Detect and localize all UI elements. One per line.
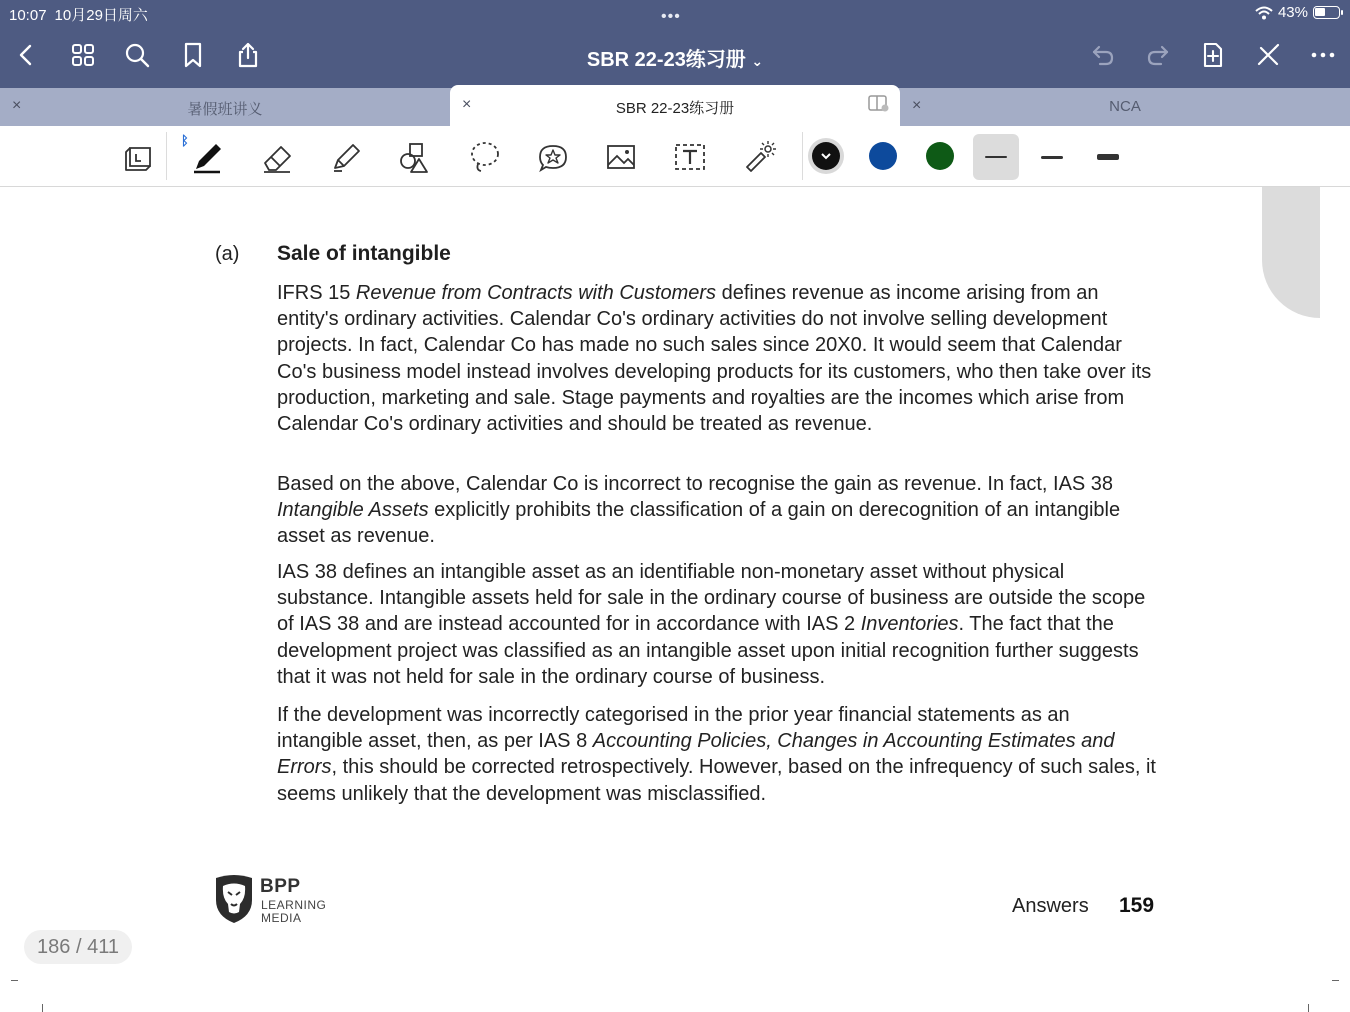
annotation-toolbar (0, 126, 1350, 187)
tab-summer-notes[interactable] (0, 88, 450, 126)
section-letter: (a) (215, 243, 240, 265)
laser-pointer-icon[interactable] (736, 134, 782, 180)
more-icon[interactable] (1306, 38, 1340, 72)
chevron-down-icon: ⌄ (751, 53, 764, 69)
publisher-logo (213, 874, 333, 926)
read-mode-icon[interactable] (116, 134, 162, 180)
tab-label: SBR 22-23练习册 (615, 100, 735, 117)
crop-mark (1332, 980, 1339, 981)
wifi-icon (1255, 6, 1273, 20)
grid-icon[interactable] (66, 38, 100, 72)
eraser-icon[interactable] (254, 134, 300, 180)
logo-name: BPP (260, 876, 301, 897)
share-icon[interactable] (231, 38, 265, 72)
highlighter-icon[interactable] (323, 134, 369, 180)
footer-page-number: 159 (1119, 894, 1155, 917)
paragraph-1: IFRS 15 Revenue from Contracts with Customers defines revenue as income arising from an entity's ordinary activities. Calendar Co's ordinary activities do not involve selling development projects. In fact, Calendar Co has made no such sales since 20X0. It would seem that Calendar Co's business model instead involves developing products for its customers, who then take over its production, marketing and sale. Stage payments and royalties are the incomes which arise from Calendar Co's ordinary activities and should be treated as revenue. (277, 282, 1152, 436)
tab-sbr-workbook[interactable] (450, 85, 900, 126)
back-icon[interactable] (10, 38, 44, 72)
paragraph-2: Based on the above, Calendar Co is incorrect to recognise the gain as revenue. In fact, IAS 38 Intangible Assets explicitly prohibits the classification of a gain on derecognition of an intangible asset as revenue. (277, 473, 1121, 548)
battery-icon (1313, 6, 1340, 19)
color-swatch-black[interactable] (812, 142, 840, 170)
crop-mark (11, 980, 18, 981)
tab-close-icon[interactable]: × (912, 97, 922, 114)
tab-label: 暑假班讲义 (187, 101, 263, 118)
pen-icon[interactable] (185, 134, 231, 180)
lasso-icon[interactable] (461, 134, 507, 180)
tab-close-icon[interactable]: × (462, 96, 472, 113)
stroke-weight-thin[interactable] (973, 134, 1019, 180)
sticker-icon[interactable] (530, 134, 576, 180)
undo-icon[interactable] (1086, 38, 1120, 72)
logo-subtitle: LEARNING MEDIA (261, 898, 327, 925)
document-title-text: SBR 22-23练习册 (586, 49, 746, 71)
bookmark-icon[interactable] (176, 38, 210, 72)
shapes-icon[interactable] (392, 134, 438, 180)
multitasking-dots-icon[interactable]: ••• (661, 8, 681, 25)
lion-shield-icon (213, 874, 255, 924)
stroke-weight-thick[interactable] (1085, 134, 1131, 180)
status-time: 10:07 (9, 7, 47, 24)
battery-percent: 43% (1277, 4, 1308, 21)
crop-mark (42, 1004, 43, 1012)
toolbar-divider (802, 132, 803, 180)
status-indicators (1255, 4, 1340, 21)
tab-label: NCA (1109, 98, 1141, 115)
toolbar-divider (166, 132, 167, 180)
image-icon[interactable] (598, 134, 644, 180)
document-title-button[interactable] (587, 49, 763, 71)
crop-mark (1308, 1004, 1309, 1012)
search-icon[interactable] (120, 38, 154, 72)
bluetooth-icon: ᛒ (181, 133, 189, 148)
scroll-handle[interactable] (1262, 187, 1320, 318)
status-date: 10月29日周六 (54, 7, 148, 24)
page-counter[interactable]: 186 / 411 (24, 930, 132, 964)
paragraph-3: IAS 38 defines an intangible asset as an identifiable non-monetary asset without physical substance. Intangible assets held for sale in the ordinary course of business are outside the scope of IAS 38 and are instead accounted for in accordance with IAS 2 Inventories. The fact that the development project was classified as an intangible asset upon initial recognition further suggests that it was not held for sale in the ordinary course of business. (277, 561, 1146, 688)
close-pen-icon[interactable] (1251, 38, 1285, 72)
chevron-down-icon (820, 150, 832, 162)
stroke-weight-medium[interactable] (1029, 134, 1075, 180)
color-swatch-green[interactable] (926, 142, 954, 170)
tab-close-icon[interactable]: × (12, 97, 22, 114)
section-title: Sale of intangible (277, 242, 451, 265)
top-app-bar (0, 0, 1350, 88)
split-view-icon[interactable] (868, 95, 890, 117)
text-icon[interactable] (667, 134, 713, 180)
add-page-icon[interactable] (1196, 38, 1230, 72)
paragraph-4: If the development was incorrectly categorised in the prior year financial statements as an intangible asset, then, as per IAS 8 Accounting Policies, Changes in Accounting Estimates and Errors, this should be corrected retrospectively. However, based on the infrequency of such sales, it seems unlikely that the development was misclassified. (277, 704, 1156, 805)
color-swatch-blue[interactable] (869, 142, 897, 170)
redo-icon[interactable] (1141, 38, 1175, 72)
status-time-date (9, 4, 148, 25)
tab-nca[interactable] (900, 88, 1350, 126)
footer-section-label: Answers (1012, 895, 1089, 917)
